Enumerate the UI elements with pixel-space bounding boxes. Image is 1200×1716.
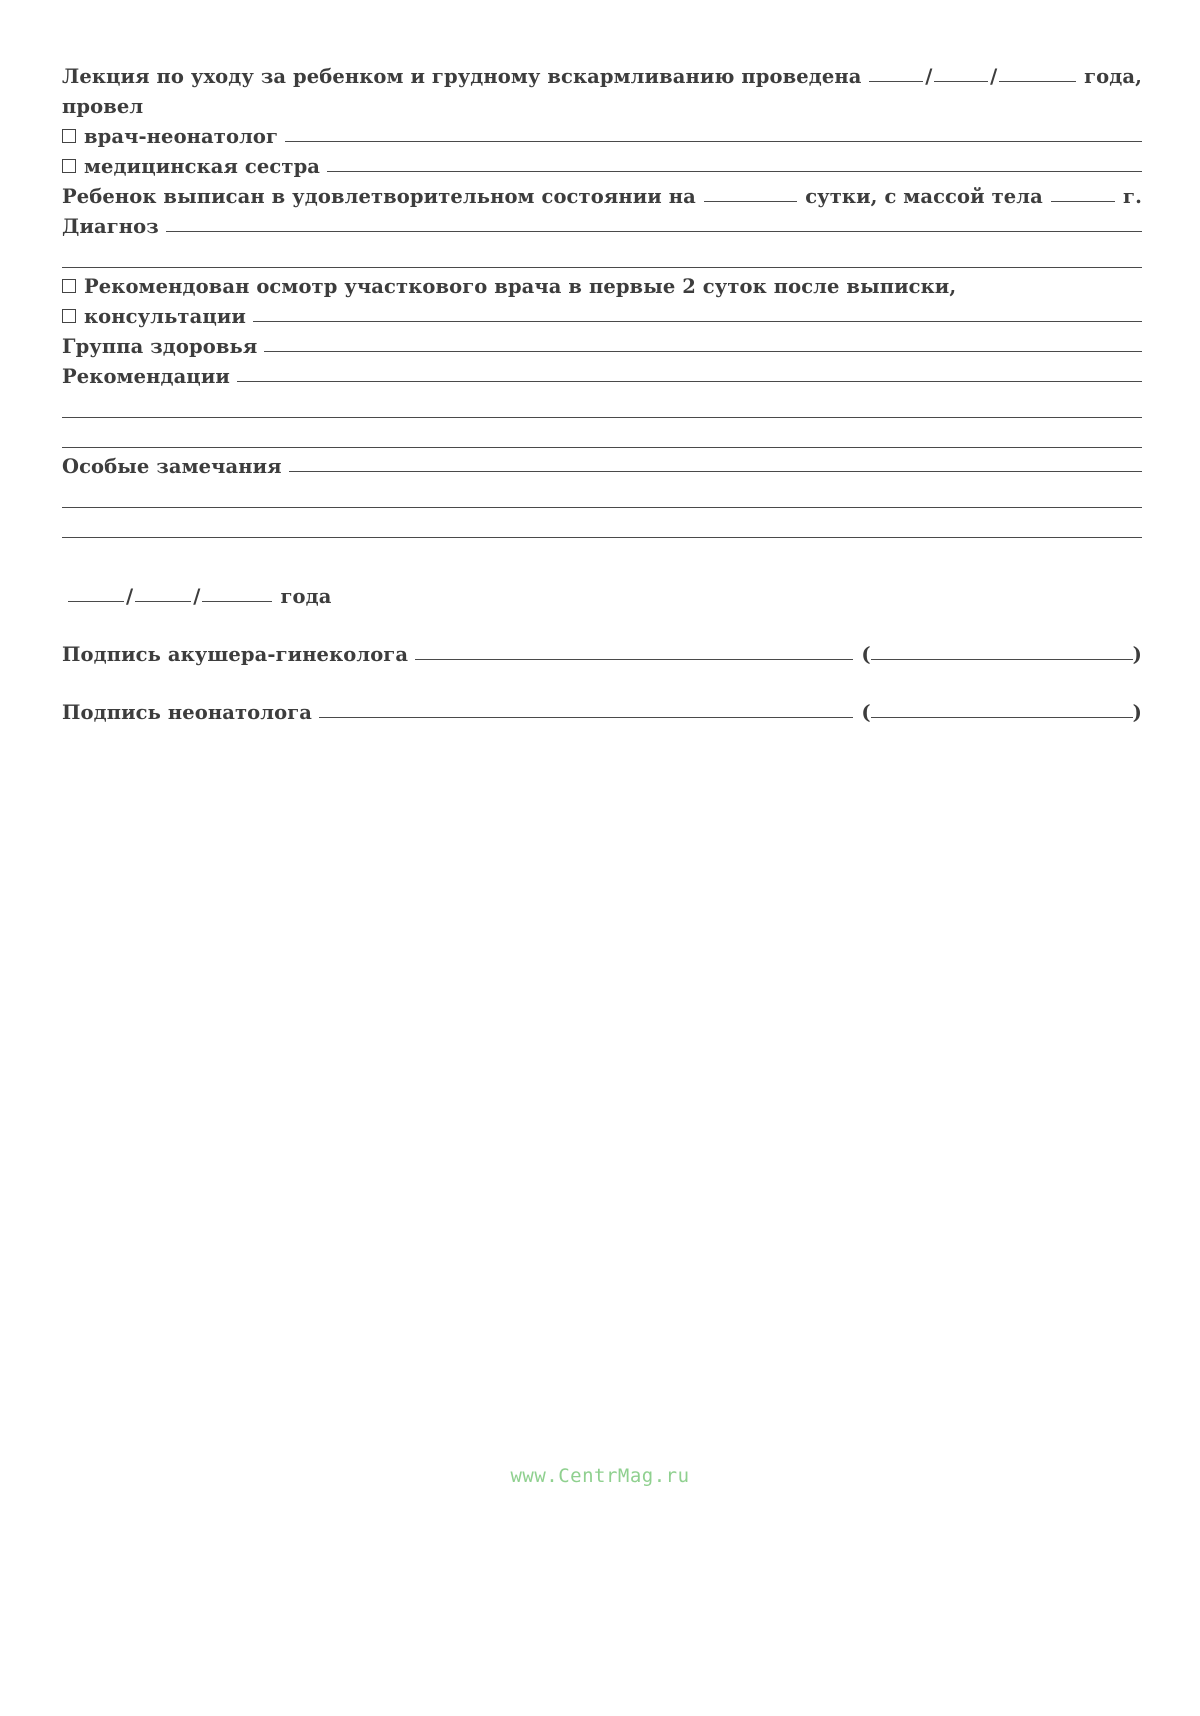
special-notes-field[interactable]: [289, 470, 1142, 472]
health-group-row: [62, 328, 1142, 358]
consultations-field[interactable]: [253, 320, 1142, 322]
consultations-label: консультации: [84, 305, 246, 328]
paren-open: (: [861, 701, 871, 724]
obgyn-signature-row: [62, 636, 1142, 666]
obgyn-name-field[interactable]: [871, 658, 1133, 660]
paren-open: (: [861, 643, 871, 666]
recommendations-row: [62, 358, 1142, 388]
diagnosis-label: Диагноз: [62, 215, 159, 238]
footer-year-field[interactable]: [202, 600, 272, 602]
lecture-year-field[interactable]: [999, 80, 1076, 82]
neonatologist-name-field[interactable]: [285, 140, 1142, 142]
conducted-row: [62, 88, 1142, 118]
diagnosis-row: [62, 208, 1142, 238]
date-separator: /: [126, 585, 134, 608]
lecture-day-field[interactable]: [869, 80, 923, 82]
date-separator: /: [925, 65, 933, 88]
health-group-label: Группа здоровья: [62, 335, 258, 358]
lecture-row: [62, 58, 1142, 88]
lecture-month-field[interactable]: [934, 80, 988, 82]
nurse-checkbox[interactable]: [62, 159, 76, 173]
grams-label: г.: [1123, 185, 1142, 208]
obgyn-signature-field[interactable]: [415, 658, 853, 660]
diagnosis-field[interactable]: [166, 230, 1142, 232]
recommendations-label: Рекомендации: [62, 365, 230, 388]
recommendations-line-2[interactable]: [62, 388, 1142, 418]
discharge-day-field[interactable]: [704, 200, 797, 202]
neonatologist-label: врач-неонатолог: [84, 125, 279, 148]
conducted-label: провел: [62, 95, 144, 118]
year-word: года,: [1084, 65, 1143, 88]
footer-month-field[interactable]: [135, 600, 191, 602]
discharge-form: [62, 58, 1142, 724]
nurse-name-field[interactable]: [327, 170, 1142, 172]
nurse-option-row: [62, 148, 1142, 178]
obgyn-signature-label: Подпись акушера-гинеколога: [62, 643, 409, 666]
paren-close: ): [1132, 643, 1142, 666]
special-notes-label: Особые замечания: [62, 455, 282, 478]
paren-close: ): [1132, 701, 1142, 724]
diagnosis-continuation-line[interactable]: [62, 238, 1142, 268]
neonatologist-name-field[interactable]: [871, 716, 1133, 718]
lecture-label: Лекция по уходу за ребенком и грудному вскармливанию проведена: [62, 65, 862, 88]
neonatologist-signature-label: Подпись неонатолога: [62, 701, 312, 724]
neonatologist-signature-row: [62, 694, 1142, 724]
discharge-label: Ребенок выписан в удовлетворительном состоянии на: [62, 185, 696, 208]
recommend-visit-label: Рекомендован осмотр участкового врача в первые 2 суток после выписки,: [84, 275, 957, 298]
date-separator: /: [193, 585, 201, 608]
neonatologist-signature-field[interactable]: [319, 716, 853, 718]
recommend-visit-row: [62, 268, 1142, 298]
recommendations-line-3[interactable]: [62, 418, 1142, 448]
neonatologist-checkbox[interactable]: [62, 129, 76, 143]
special-notes-row: [62, 448, 1142, 478]
neonatologist-option-row: [62, 118, 1142, 148]
recommendations-field[interactable]: [237, 380, 1142, 382]
recommend-visit-checkbox[interactable]: [62, 279, 76, 293]
consultations-row: [62, 298, 1142, 328]
footer-year-word: года: [280, 585, 332, 608]
discharge-row: [62, 178, 1142, 208]
consultations-checkbox[interactable]: [62, 309, 76, 323]
special-notes-line-2[interactable]: [62, 478, 1142, 508]
body-weight-field[interactable]: [1051, 200, 1115, 202]
footer-day-field[interactable]: [68, 600, 124, 602]
nurse-label: медицинская сестра: [84, 155, 321, 178]
health-group-field[interactable]: [264, 350, 1142, 352]
watermark-url: www.CentrMag.ru: [510, 1465, 690, 1487]
date-separator: /: [990, 65, 998, 88]
special-notes-line-3[interactable]: [62, 508, 1142, 538]
days-weight-label: сутки, с массой тела: [805, 185, 1043, 208]
footer-date-row: [62, 578, 1142, 608]
